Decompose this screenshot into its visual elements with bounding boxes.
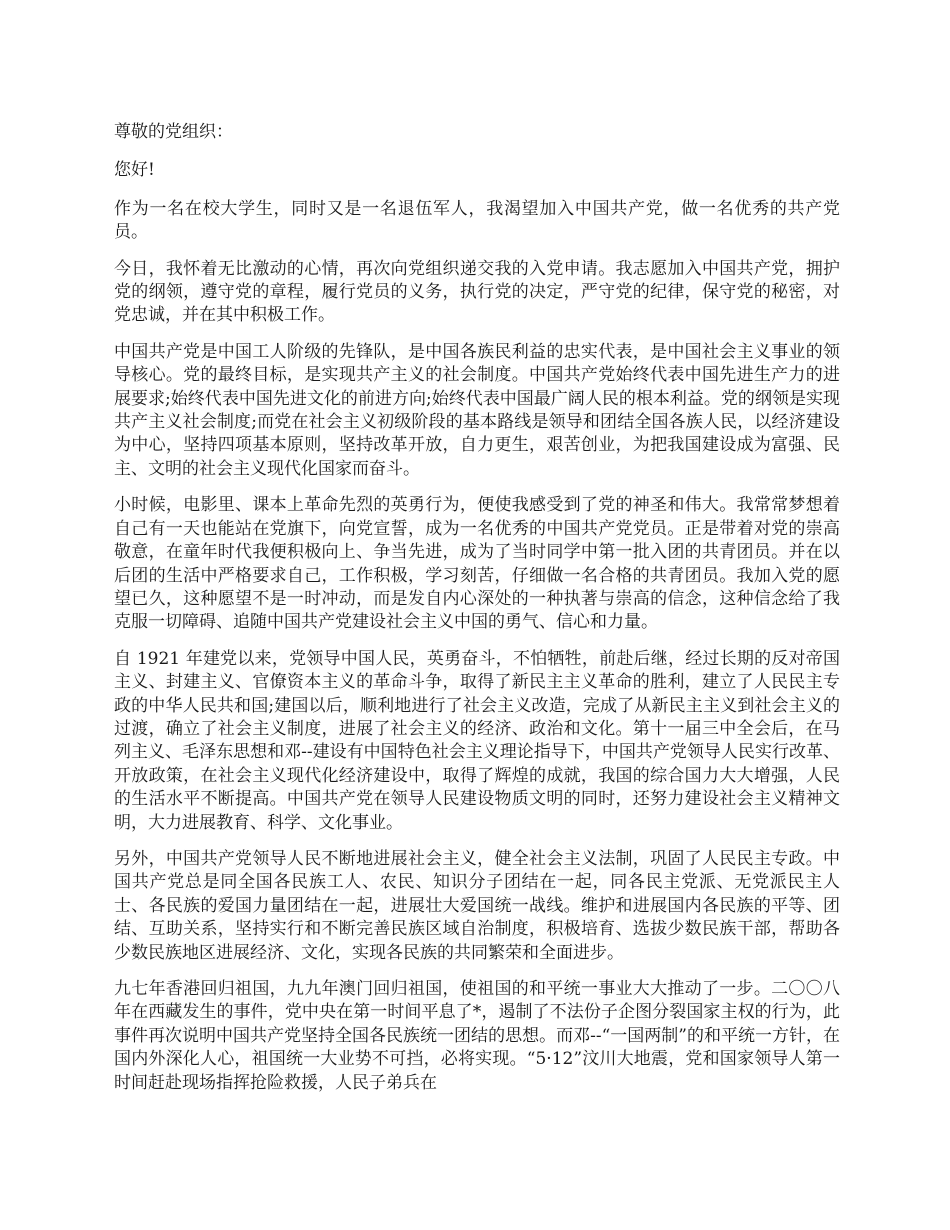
paragraph-3: 中国共产党是中国工人阶级的先锋队，是中国各族民利益的忠实代表，是中国社会主义事业的领导核心。党的最终目标，是实现共产主义的社会制度。中国共产党始终代表中国先进生产力的进展要求;始终代表中国先进文化的前进方向;始终代表中国最广阔人民的根本利益。党的纲领是实现共产主义社会制度;而党在社会主义初级阶段的基本路线是领导和团结全国各族人民，以经济建设为中心，坚持四项基本原则，坚持改革开放，自力更生，艰苦创业，为把我国建设成为富强、民主、文明的社会主义现代化国家而奋斗。 bbox=[114, 341, 840, 479]
paragraph-6: 另外，中国共产党领导人民不断地进展社会主义，健全社会主义法制，巩固了人民民主专政。中国共产党总是同全国各民族工人、农民、知识分子团结在一起，同各民主党派、无党派民主人士、各民族的爱国力量团结在一起，进展壮大爱国统一战线。维护和进展国内各民族的平等、团结、互助关系，坚持实行和不断完善民族区域自治制度，积极培育、选拔少数民族干部，帮助各少数民族地区进展经济、文化，实现各民族的共同繁荣和全面进步。 bbox=[114, 848, 840, 963]
paragraph-4: 小时候，电影里、课本上革命先烈的英勇行为，便使我感受到了党的神圣和伟大。我常常梦想着自己有一天也能站在党旗下，向党宣誓，成为一名优秀的中国共产党党员。正是带着对党的崇高敬意，在童年时代我便积极向上、争当先进，成为了当时同学中第一批入团的共青团员。并在以后团的生活中严格要求自己，工作积极，学习刻苦，仔细做一名合格的共青团员。我加入党的愿望已久，这种愿望不是一时冲动，而是发自内心深处的一种执著与崇高的信念，这种信念给了我克服一切障碍、追随中国共产党建设社会主义中国的勇气、信心和力量。 bbox=[114, 495, 840, 633]
salutation: 尊敬的党组织： bbox=[114, 122, 233, 142]
paragraph-1: 作为一名在校大学生，同时又是一名退伍军人，我渴望加入中国共产党，做一名优秀的共产党员。 bbox=[114, 198, 840, 243]
paragraph-2: 今日，我怀着无比激动的心情，再次向党组织递交我的入党申请。我志愿加入中国共产党，拥护党的纲领，遵守党的章程，履行党员的义务，执行党的决定，严守党的纪律，保守党的秘密，对党忠诚，并在其中积极工作。 bbox=[114, 258, 840, 326]
greeting: 您好! bbox=[114, 160, 155, 181]
paragraph-7: 九七年香港回归祖国，九九年澳门回归祖国，使祖国的和平统一事业大大推动了一步。二〇〇八年在西藏发生的事件，党中央在第一时间平息了*，遏制了不法份子企图分裂国家主权的行为，此事件再次说明中国共产党坚持全国各民族统一团结的思想。而邓--“一国两制”的和平统一方针，在国内外深化人心，祖国统一大业势不可挡，必将实现。“5·12”汶川大地震，党和国家领导人第一时间赶赴现场指挥抢险救援，人民子弟兵在 bbox=[114, 979, 840, 1093]
letter-body bbox=[114, 121, 840, 1108]
paragraph-5: 自 1921 年建党以来，党领导中国人民，英勇奋斗，不怕牺牲，前赴后继，经过长期的反对帝国主义、封建主义、官僚资本主义的革命斗争，取得了新民主主义革命的胜利，建立了人民民主专政的中华人民共和国;建国以后，顺利地进行了社会主义改造，完成了从新民主主义到社会主义的过渡，确立了社会主义制度，进展了社会主义的经济、政治和文化。第十一届三中全会后，在马列主义、毛泽东思想和邓--建设有中国特色社会主义理论指导下，中国共产党领导人民实行改革、开放政策，在社会主义现代化经济建设中，取得了辉煌的成就，我国的综合国力大大增强，人民的生活水平不断提高。中国共产党在领导人民建设物质文明的同时，还努力建设社会主义精神文明，大力进展教育、科学、文化事业。 bbox=[114, 648, 840, 833]
